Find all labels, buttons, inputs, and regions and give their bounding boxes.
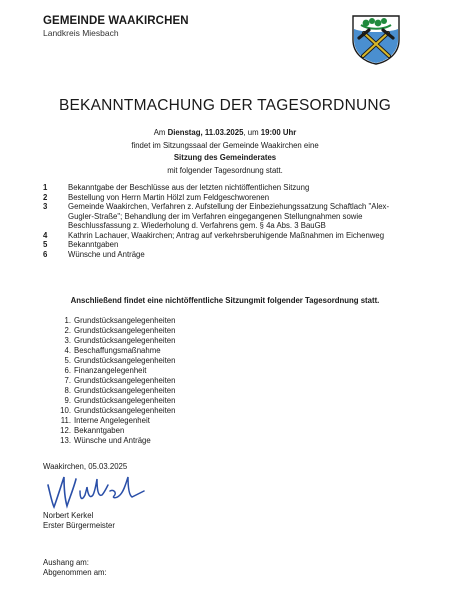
list-item: 7. Grundstücksangelegenheiten bbox=[64, 376, 176, 385]
agenda-item bbox=[43, 183, 413, 193]
agenda-item-text: Bestellung von Herrn Martin Hölzl zum Feldgeschworenen bbox=[68, 192, 270, 202]
agenda-item bbox=[43, 250, 413, 260]
district-name: Landkreis Miesbach bbox=[43, 28, 119, 38]
list-item: 5. Grundstücksangelegenheiten bbox=[64, 356, 176, 365]
posted-row bbox=[43, 558, 107, 568]
agenda-item-text: Wünsche und Anträge bbox=[68, 249, 145, 259]
meeting-time: 19:00 Uhr bbox=[260, 128, 297, 137]
list-item: 9. Grundstücksangelegenheiten bbox=[64, 396, 176, 405]
handwritten-signature bbox=[40, 471, 160, 511]
list-item: 11. Interne Angelegenheit bbox=[60, 416, 150, 425]
meeting-location-line: findet im Sitzungssaal der Gemeinde Waakirchen eine bbox=[131, 140, 319, 150]
meeting-agenda-lead: mit folgender Tagesordnung statt. bbox=[167, 165, 283, 175]
municipality-name: GEMEINDE WAAKIRCHEN bbox=[43, 15, 189, 27]
list-item: 2. Grundstücksangelegenheiten bbox=[64, 326, 176, 335]
list-item: 3. Grundstücksangelegenheiten bbox=[64, 336, 176, 345]
list-item: 1. Grundstücksangelegenheiten bbox=[64, 316, 176, 325]
list-item: 8. Grundstücksangelegenheiten bbox=[64, 386, 176, 395]
agenda-item bbox=[43, 193, 413, 203]
agenda-item-number: 5 bbox=[43, 240, 48, 249]
posting-record bbox=[43, 558, 107, 578]
signer-block bbox=[43, 511, 115, 531]
agenda-item-text: Bekanntgabe der Beschlüsse aus der letzten nichtöffentlichen Sitzung bbox=[68, 183, 310, 192]
closed-agenda-list bbox=[57, 316, 175, 446]
agenda-item-number: 2 bbox=[43, 192, 48, 202]
agenda-item bbox=[43, 202, 413, 231]
coat-of-arms-icon bbox=[349, 12, 403, 66]
list-item: 6. Finanzangelegenheit bbox=[64, 366, 147, 375]
agenda-item-number: 3 bbox=[43, 202, 48, 211]
agenda-item-text: Bekanntgaben bbox=[68, 240, 119, 249]
agenda-item bbox=[43, 240, 413, 250]
agenda-item-text: Gemeinde Waakirchen, Verfahren z. Aufstellung der Einbeziehungssatzung Schaftlach "Alex-Gugler-Straße"; Behandlung der im Verfahren eingegangenen Stellungnahmen sowie Beschlussfassung z. Wiederholung d. Verfahrens gem. § 4a Abs. 3 BauGB bbox=[68, 202, 390, 230]
signer-role: Erster Bürgermeister bbox=[43, 521, 115, 530]
list-item: 13. Wünsche und Anträge bbox=[60, 436, 151, 445]
meeting-type: Sitzung des Gemeinderates bbox=[173, 153, 277, 162]
agenda-item-text: Kathrin Lachauer, Waakirchen; Antrag auf verkehrsberuhigende Maßnahmen im Eichenweg bbox=[68, 230, 385, 240]
agenda-item-number: 6 bbox=[43, 249, 48, 259]
signer-name: Norbert Kerkel bbox=[43, 511, 94, 520]
agenda-item-number: 4 bbox=[43, 230, 48, 240]
removed-row bbox=[43, 568, 107, 578]
removed-label: Abgenommen am: bbox=[43, 568, 107, 577]
public-agenda-list bbox=[43, 183, 413, 259]
meeting-intro bbox=[0, 127, 450, 177]
agenda-item-number: 1 bbox=[43, 183, 48, 192]
list-item: 4. Beschaffungsmaßnahme bbox=[64, 346, 161, 355]
agenda-item bbox=[43, 231, 413, 241]
meeting-date-line: Am Dienstag, 11.03.2025, um 19:00 Uhr bbox=[153, 128, 297, 137]
meeting-date: Dienstag, 11.03.2025 bbox=[167, 128, 244, 137]
list-item: 10. Grundstücksangelegenheiten bbox=[60, 406, 176, 415]
list-item: 12. Bekanntgaben bbox=[60, 426, 125, 435]
closed-session-heading: Anschließend findet eine nichtöffentliche Sitzungmit folgender Tagesordnung statt. bbox=[70, 296, 380, 305]
letterhead bbox=[43, 15, 189, 39]
page-title: BEKANNTMACHUNG DER TAGESORDNUNG bbox=[58, 97, 392, 114]
posted-label: Aushang am: bbox=[43, 558, 89, 567]
place-date: Waakirchen, 05.03.2025 bbox=[43, 462, 128, 471]
